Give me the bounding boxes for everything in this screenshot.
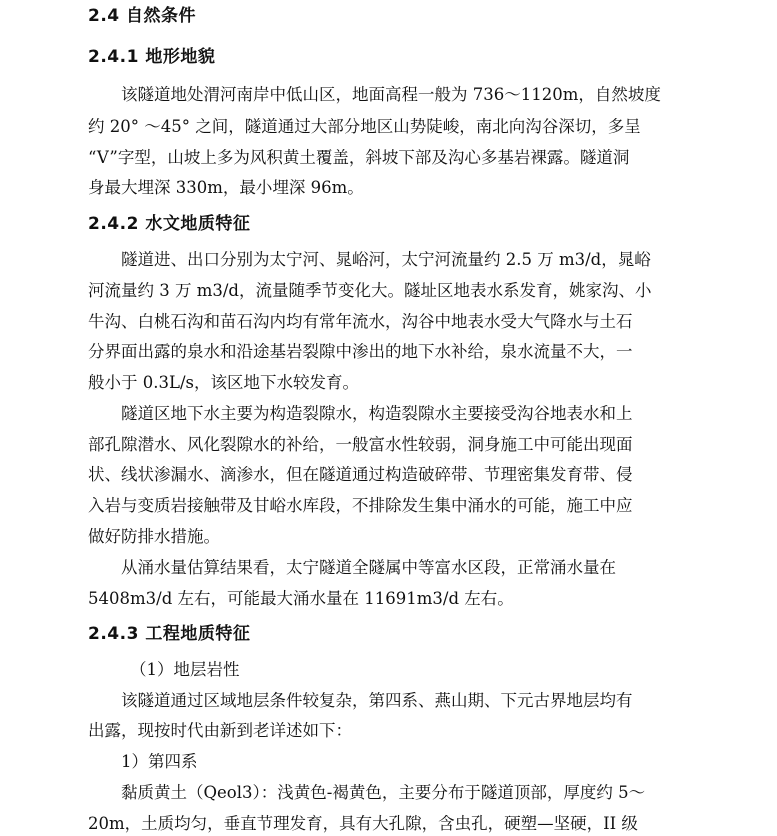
engineering-subheading: 1）第四系 (121, 752, 198, 771)
hydro-line: 5408m3/d 左右，可能最大涌水量在 11691m3/d 左右。 (88, 589, 514, 608)
hydro-line: 从涌水量估算结果看，太宁隧道全隧属中等富水区段，正常涌水量在 (121, 558, 616, 577)
hydro-line: 隧道进、出口分别为太宁河、晁峪河，太宁河流量约 2.5 万 m3/d，晁峪 (121, 250, 651, 269)
hydro-line: 河流量约 3 万 m3/d，流量随季节变化大。隧址区地表水系发育，姚家沟、小 (88, 281, 652, 300)
hydro-line: 部孔隙潜水、风化裂隙水的补给，一般富水性较弱，洞身施工中可能出现面 (88, 435, 633, 454)
hydro-line: 隧道区地下水主要为构造裂隙水，构造裂隙水主要接受沟谷地表水和上 (121, 404, 633, 423)
engineering-subheading: （1）地层岩性 (130, 660, 240, 679)
hydro-heading: 2.4.2 水文地质特征 (88, 214, 251, 234)
terrain-line: “V”字型，山坡上多为风积黄土覆盖，斜坡下部及沟心多基岩裸露。隧道洞 (88, 148, 630, 167)
hydro-line: 状、线状渗漏水、滴渗水，但在隧道通过构造破碎带、节理密集发育带、侵 (88, 465, 633, 484)
hydro-line: 牛沟、白桃石沟和苗石沟内均有常年流水，沟谷中地表水受大气降水与土石 (88, 312, 633, 331)
engineering-line: 出露，现按时代由新到老详述如下： (88, 721, 352, 740)
terrain-line: 约 20° ～45° 之间，隧道通过大部分地区山势陡峻，南北向沟谷深切，多呈 (88, 117, 641, 136)
hydro-line: 般小于 0.3L/s，该区地下水较发育。 (88, 373, 359, 392)
hydro-line: 入岩与变质岩接触带及甘峪水库段，不排除发生集中涌水的可能，施工中应 (88, 496, 633, 515)
engineering-line: 黏质黄土（Qeol3）：浅黄色-褐黄色，主要分布于隧道顶部，厚度约 5～ (121, 783, 646, 802)
hydro-line: 分界面出露的泉水和沿途基岩裂隙中渗出的地下水补给，泉水流量不大，一 (88, 342, 633, 361)
hydro-line: 做好防排水措施。 (88, 527, 220, 546)
terrain-line: 身最大埋深 330m，最小埋深 96m。 (88, 178, 364, 197)
engineering-line: 该隧道通过区域地层条件较复杂，第四系、燕山期、下元古界地层均有 (121, 691, 633, 710)
terrain-line: 该隧道地处渭河南岸中低山区，地面高程一般为 736～1120m，自然坡度 (121, 85, 661, 104)
section-heading: 2.4 自然条件 (88, 6, 197, 26)
engineering-line: 20m，土质均匀，垂直节理发育，具有大孔隙，含虫孔，硬塑—坚硬，II 级 (88, 814, 638, 833)
terrain-heading: 2.4.1 地形地貌 (88, 47, 216, 67)
engineering-heading: 2.4.3 工程地质特征 (88, 624, 251, 644)
